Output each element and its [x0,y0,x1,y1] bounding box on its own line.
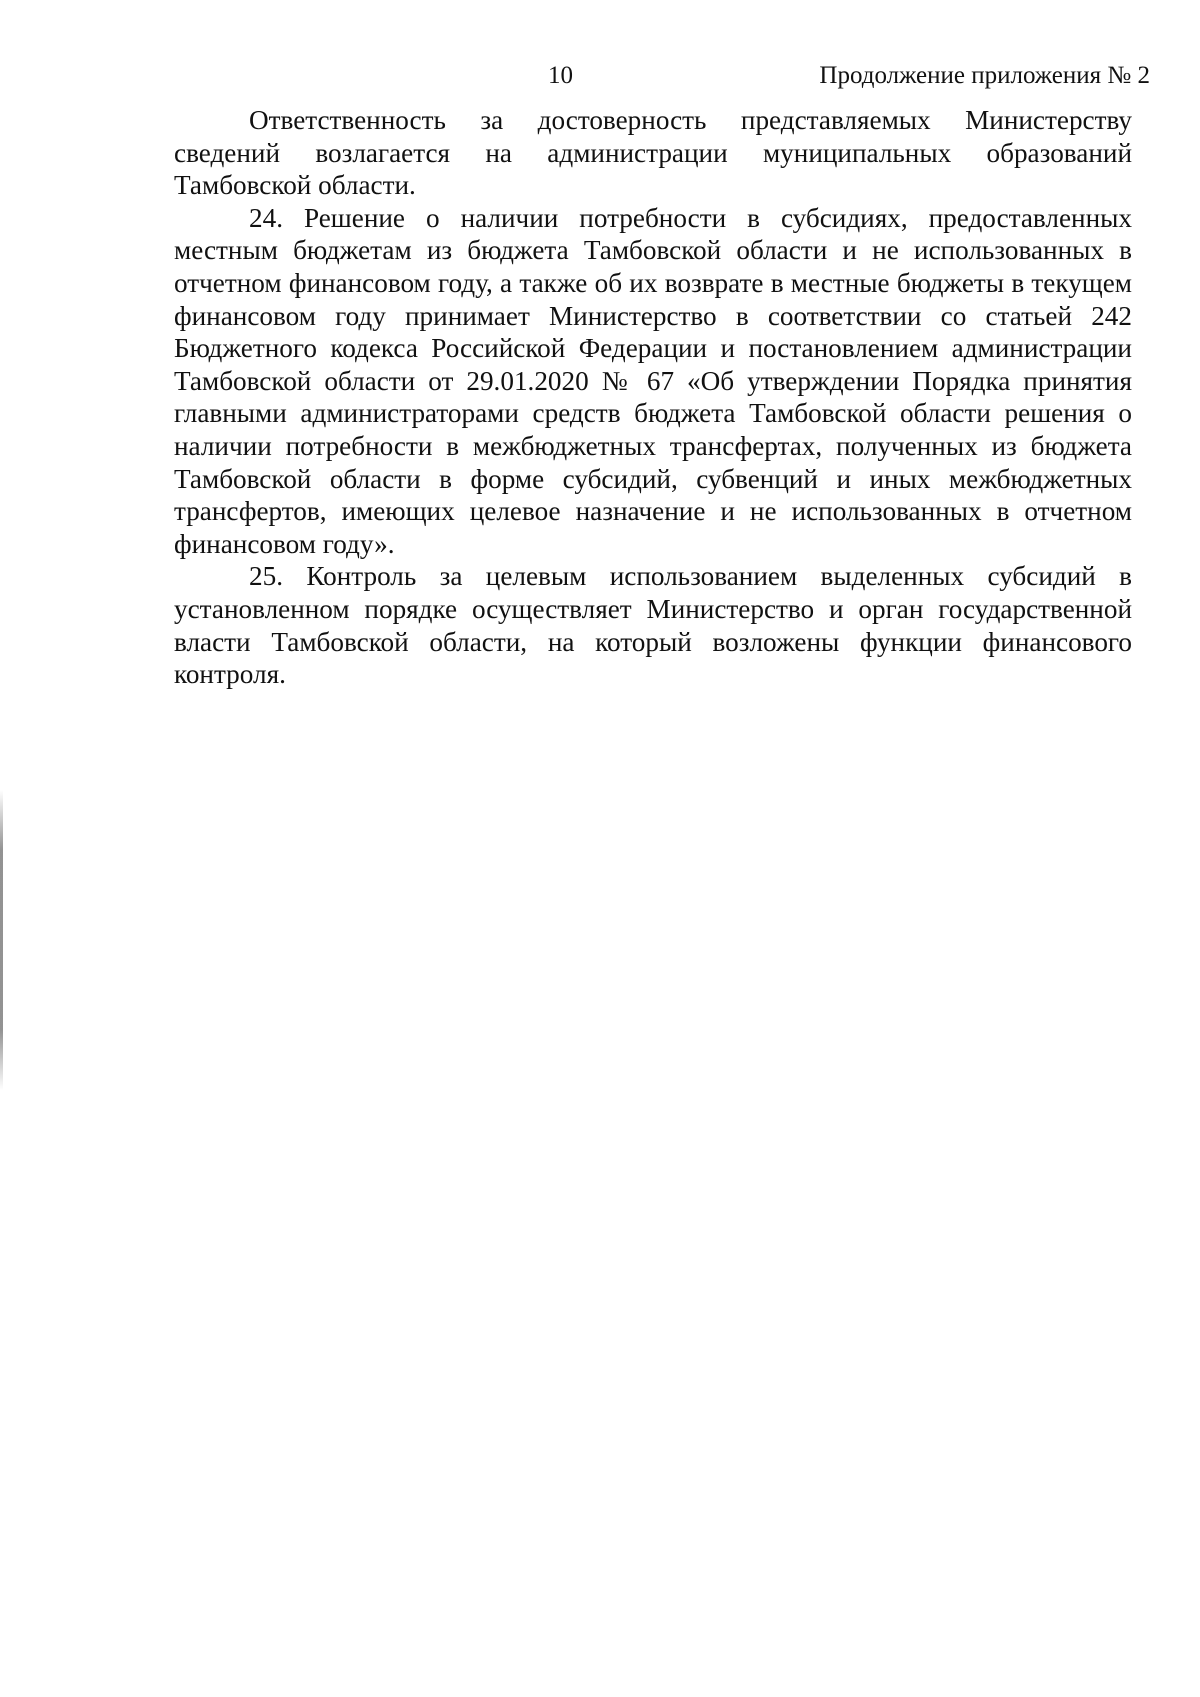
scan-edge-mark [0,790,3,1090]
paragraph-24: 24. Решение о наличии потребности в субсидиях, предоставленных местным бюджетам из бюджета Тамбовской области и не использованных в отчетном финансовом году, а также об их возврате в местные бюджеты в текущем финансовом году принимает Министерство в соответствии со статьей 242 Бюджетного кодекса Российской Федерации и постановлением администрации Тамбовской области от 29.01.2020 № 67 «Об утверждении Порядка принятия главными администраторами средств бюджета Тамбовской области решения о наличии потребности в межбюджетных трансфертах, полученных из бюджета Тамбовской области в форме субсидий, субвенций и иных межбюджетных трансфертов, имеющих целевое назначение и не использованных в отчетном финансовом году». [174,202,1132,559]
paragraph-25: 25. Контроль за целевым использованием выделенных субсидий в установленном порядке осуществляет Министерство и орган государственной власти Тамбовской области, на который возложены функции финансового контроля. [174,561,1132,690]
appendix-continuation-label: Продолжение приложения № 2 [819,62,1150,89]
page-number: 10 [548,62,573,89]
document-body [174,104,1132,691]
paragraph-responsibility: Ответственность за достоверность представляемых Министерству сведений возлагается на администрации муниципальных образований Тамбовской области. [174,105,1132,201]
